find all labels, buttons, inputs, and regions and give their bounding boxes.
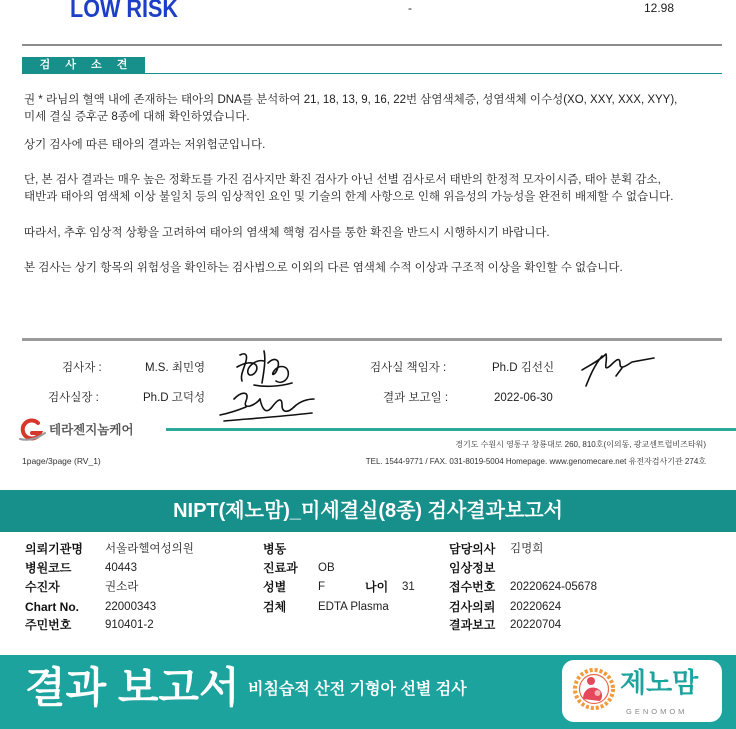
info-value: 20220704 — [510, 619, 562, 631]
findings-line: 미세 결실 증후군 8종에 대해 확인하였습니다. — [24, 111, 250, 123]
info-value: 31 — [402, 581, 415, 593]
lab-manager-label: 검사실 책임자 : — [370, 362, 447, 374]
info-label: 결과보고 — [449, 618, 496, 632]
result-value: 12.98 — [644, 1, 675, 15]
lab-manager-signature — [576, 346, 658, 390]
info-label: 접수번호 — [449, 580, 496, 594]
lab-director-signature — [216, 385, 316, 425]
company-name: 테라젠지놈케어 — [49, 423, 134, 437]
risk-level-text: LOW RISK — [70, 0, 178, 23]
heading-underline — [145, 73, 722, 74]
report-date-label: 결과 보고일 : — [383, 392, 449, 404]
info-label: 담당의사 — [449, 542, 496, 556]
examiner-label: 검사자 : — [62, 362, 102, 374]
divider — [22, 44, 722, 46]
company-accent-line — [166, 428, 736, 431]
info-value: 서울라헬여성의원 — [105, 543, 194, 555]
genomom-emblem-icon — [571, 666, 617, 712]
info-label: 병원코드 — [25, 561, 72, 575]
company-contact: TEL. 1544-9771 / FAX. 031-8019-5004 Homepage. www.genomecare.net 유전자검사기관 274호 — [365, 457, 706, 466]
result-report-banner — [0, 655, 736, 729]
lab-director-name: Ph.D 고덕성 — [143, 392, 206, 404]
info-label: 병동 — [263, 542, 287, 556]
banner-title: 결과 보고서 — [25, 664, 240, 711]
findings-heading: 검 사 소 견 — [22, 57, 145, 74]
page-info: 1page/3page (RV_1) — [22, 456, 101, 466]
findings-line: 본 검사는 상기 항목의 위험성을 확인하는 검사법으로 이외의 다른 염색체 수적 이상과 구조적 이상을 확인할 수 없습니다. — [24, 262, 623, 274]
lab-director-label: 검사실장 : — [48, 392, 99, 404]
info-label: 성별 — [263, 580, 287, 594]
lab-manager-name: Ph.D 김선신 — [492, 362, 555, 374]
info-label: 의뢰기관명 — [25, 542, 83, 556]
info-label: 검체 — [263, 600, 287, 614]
report-date: 2022-06-30 — [494, 392, 553, 404]
company-address: 경기도 수원시 영통구 창룡대로 260, 810호(이의동, 광교센트럴비즈타워) — [455, 440, 706, 449]
brand-name: 제노맘 — [620, 668, 699, 698]
findings-line: 태반과 태아의 염색체 이상 불일치 등의 임상적인 요인 및 기술의 한계 사항으로 인해 위음성의 가능성을 완전히 배제할 수 없습니다. — [24, 191, 674, 203]
info-label: 임상정보 — [449, 561, 496, 575]
info-value: F — [318, 581, 326, 593]
examiner-name: M.S. 최민영 — [145, 362, 206, 374]
info-label: 나이 — [365, 580, 389, 594]
info-value: 20220624 — [510, 601, 562, 613]
info-value: 김명희 — [510, 543, 544, 555]
info-value: 40443 — [105, 562, 137, 574]
info-value: 910401-2 — [105, 619, 154, 631]
info-label: 주민번호 — [25, 618, 72, 632]
banner-subtitle: 비침습적 산전 기형아 선별 검사 — [248, 681, 467, 698]
info-label: 검사의뢰 — [449, 600, 496, 614]
divider — [22, 338, 722, 341]
findings-line: 상기 검사에 따른 태아의 결과는 저위험군입니다. — [24, 139, 266, 151]
info-value: EDTA Plasma — [318, 601, 389, 613]
info-value: 권소라 — [105, 581, 139, 593]
info-value: 22000343 — [105, 601, 157, 613]
examiner-signature — [234, 345, 296, 389]
genomom-logo — [562, 660, 722, 722]
info-label: Chart No. — [25, 600, 79, 614]
findings-line: 단, 본 검사 결과는 매우 높은 정확도를 가진 검사지만 확진 검사가 아닌 선별 검사로서 태반의 한정적 모자이시즘, 태아 분획 감소, — [24, 174, 661, 186]
report-title-banner — [0, 490, 736, 532]
findings-line: 따라서, 추후 임상적 상황을 고려하여 태아의 염색체 핵형 검사를 통한 확진을 반드시 시행하시기 바랍니다. — [24, 227, 550, 239]
info-label: 진료과 — [263, 561, 298, 575]
info-value: 20220624-05678 — [510, 581, 597, 593]
terragen-g-logo-icon — [17, 418, 47, 442]
report-title: NIPT(제노맘)_미세결실(8종) 검사결과보고서 — [173, 500, 563, 522]
brand-subtitle: GENOMOM — [626, 707, 688, 716]
result-dash: - — [408, 1, 412, 15]
findings-line: 권 * 라님의 혈액 내에 존재하는 태아의 DNA를 분석하여 21, 18, 13, 9, 16, 22번 삼염색체증, 성염색체 이수성(XO, XXY, XXX, XYY), — [24, 94, 678, 106]
info-label: 수진자 — [25, 580, 60, 594]
info-value: OB — [318, 562, 335, 574]
